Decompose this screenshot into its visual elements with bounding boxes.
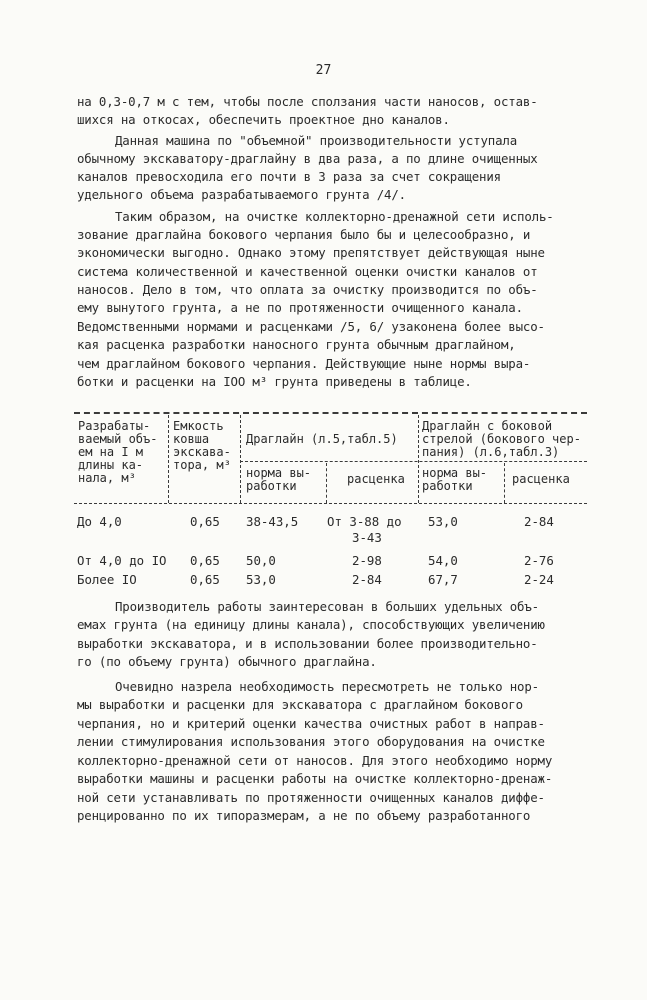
page-number: 27 xyxy=(315,63,332,78)
table-divider xyxy=(326,463,327,503)
text-line: чем драглайном бокового черпания. Действующие ныне нормы выра- xyxy=(77,356,531,371)
cell-volume: Более IO xyxy=(77,572,137,587)
text-line: ной сети устанавливать по протяженности очищенных каналов диффе- xyxy=(77,790,545,805)
text-line: система количественной и качественной оценки очистки каналов от xyxy=(77,264,538,279)
sub-header-price: расценка xyxy=(512,472,570,486)
table-divider xyxy=(240,415,241,503)
cell-capacity: 0,65 xyxy=(190,514,220,529)
cell-volume: До 4,0 xyxy=(77,514,122,529)
cell-norm1: 38-43,5 xyxy=(246,514,299,529)
text-line: экономически выгодно. Однако этому препятствует действующая ныне xyxy=(77,245,545,260)
text-line: ботки и расценки на IOO м³ грунта приведены в таблице. xyxy=(77,374,472,389)
cell-volume: От 4,0 до IO xyxy=(77,553,167,568)
table-subheader-rule xyxy=(240,461,587,462)
text-line: выработки экскаватора, и в использовании более производительно- xyxy=(77,636,538,651)
sub-header-price: расценка xyxy=(347,472,405,486)
cell-price2: 2-76 xyxy=(524,553,554,568)
cell-norm2: 53,0 xyxy=(428,514,458,529)
table-top-rule xyxy=(74,412,587,414)
text-line: мы выработки и расценки для экскаватора с драглайном бокового xyxy=(77,697,523,712)
text-line: коллекторно-дренажной сети от наносов. Для этого необходимо норму xyxy=(77,753,553,768)
cell-capacity: 0,65 xyxy=(190,553,220,568)
text-line: емах грунта (на единицу длины канала), способствующих увеличению xyxy=(77,617,545,632)
text-line: ренцированно по их типоразмерам, а не по объему разработанного xyxy=(77,808,531,823)
cell-norm1: 50,0 xyxy=(246,553,276,568)
text-line: наносов. Дело в том, что оплата за очистку производится по объ- xyxy=(77,282,538,297)
text-line: Ведомственными нормами и расценками /5, 6/ узаконена более высо- xyxy=(77,319,545,334)
cell-price2: 2-24 xyxy=(524,572,554,587)
col-header-volume: Разрабаты- ваемый объ- ем на I м длины ка- нала, м³ xyxy=(78,419,158,485)
cell-price1: 2-84 xyxy=(352,572,382,587)
table-divider xyxy=(418,415,419,503)
group-header-dragline: Драглайн (л.5,табл.5) xyxy=(246,432,398,446)
table-header-bottom-rule xyxy=(74,503,587,504)
text-line: Очевидно назрела необходимость пересмотреть не только нор- xyxy=(115,679,539,694)
text-line: черпания, но и критерий оценки качества очистных работ в направ- xyxy=(77,716,545,731)
text-line: на 0,3-0,7 м с тем, чтобы после сползания части наносов, остав- xyxy=(77,94,538,109)
cell-capacity: 0,65 xyxy=(190,572,220,587)
text-line: Данная машина по "объемной" производительности уступала xyxy=(115,133,518,148)
text-line: зование драглайна бокового черпания было бы и целесообразно, и xyxy=(77,227,531,242)
text-line: удельного объема разрабатываемого грунта /4/. xyxy=(77,187,406,202)
text-line: каналов превосходила его почти в 3 раза за счет сокращения xyxy=(77,169,501,184)
sub-header-norm: норма вы- работки xyxy=(422,466,488,493)
col-header-capacity: Емкость ковша экскава- тора, м³ xyxy=(173,419,231,472)
cell-norm2: 54,0 xyxy=(428,553,458,568)
cell-price2: 2-84 xyxy=(524,514,554,529)
text-line: кая расценка разработки наносного грунта обычным драглайном, xyxy=(77,337,516,352)
cell-price1: От 3-88 до xyxy=(327,514,402,529)
text-line: ему вынутого грунта, а не по протяженности очищенного канала. xyxy=(77,300,523,315)
cell-norm1: 53,0 xyxy=(246,572,276,587)
text-line: Таким образом, на очистке коллекторно-дренажной сети исполь- xyxy=(115,209,554,224)
table-divider xyxy=(168,415,169,503)
text-line: го (по объему грунта) обычного драглайна. xyxy=(77,654,377,669)
text-line: Производитель работы заинтересован в больших удельных объ- xyxy=(115,599,539,614)
cell-price1-cont: 3-43 xyxy=(352,530,382,545)
cell-norm2: 67,7 xyxy=(428,572,458,587)
sub-header-norm: норма вы- работки xyxy=(246,466,312,493)
group-header-side-dragline: Драглайн с боковой стрелой (бокового чер- пания) (л.6,табл.3) xyxy=(422,419,581,459)
text-line: шихся на откосах, обеспечить проектное дно каналов. xyxy=(77,112,450,127)
text-line: выработки машины и расценки работы на очистке коллекторно-дренаж- xyxy=(77,771,553,786)
text-line: лении стимулирования использования этого оборудования на очистке xyxy=(77,734,545,749)
text-line: обычному экскаватору-драглайну в два раза, а по длине очищенных xyxy=(77,151,538,166)
cell-price1: 2-98 xyxy=(352,553,382,568)
table-divider xyxy=(504,463,505,503)
